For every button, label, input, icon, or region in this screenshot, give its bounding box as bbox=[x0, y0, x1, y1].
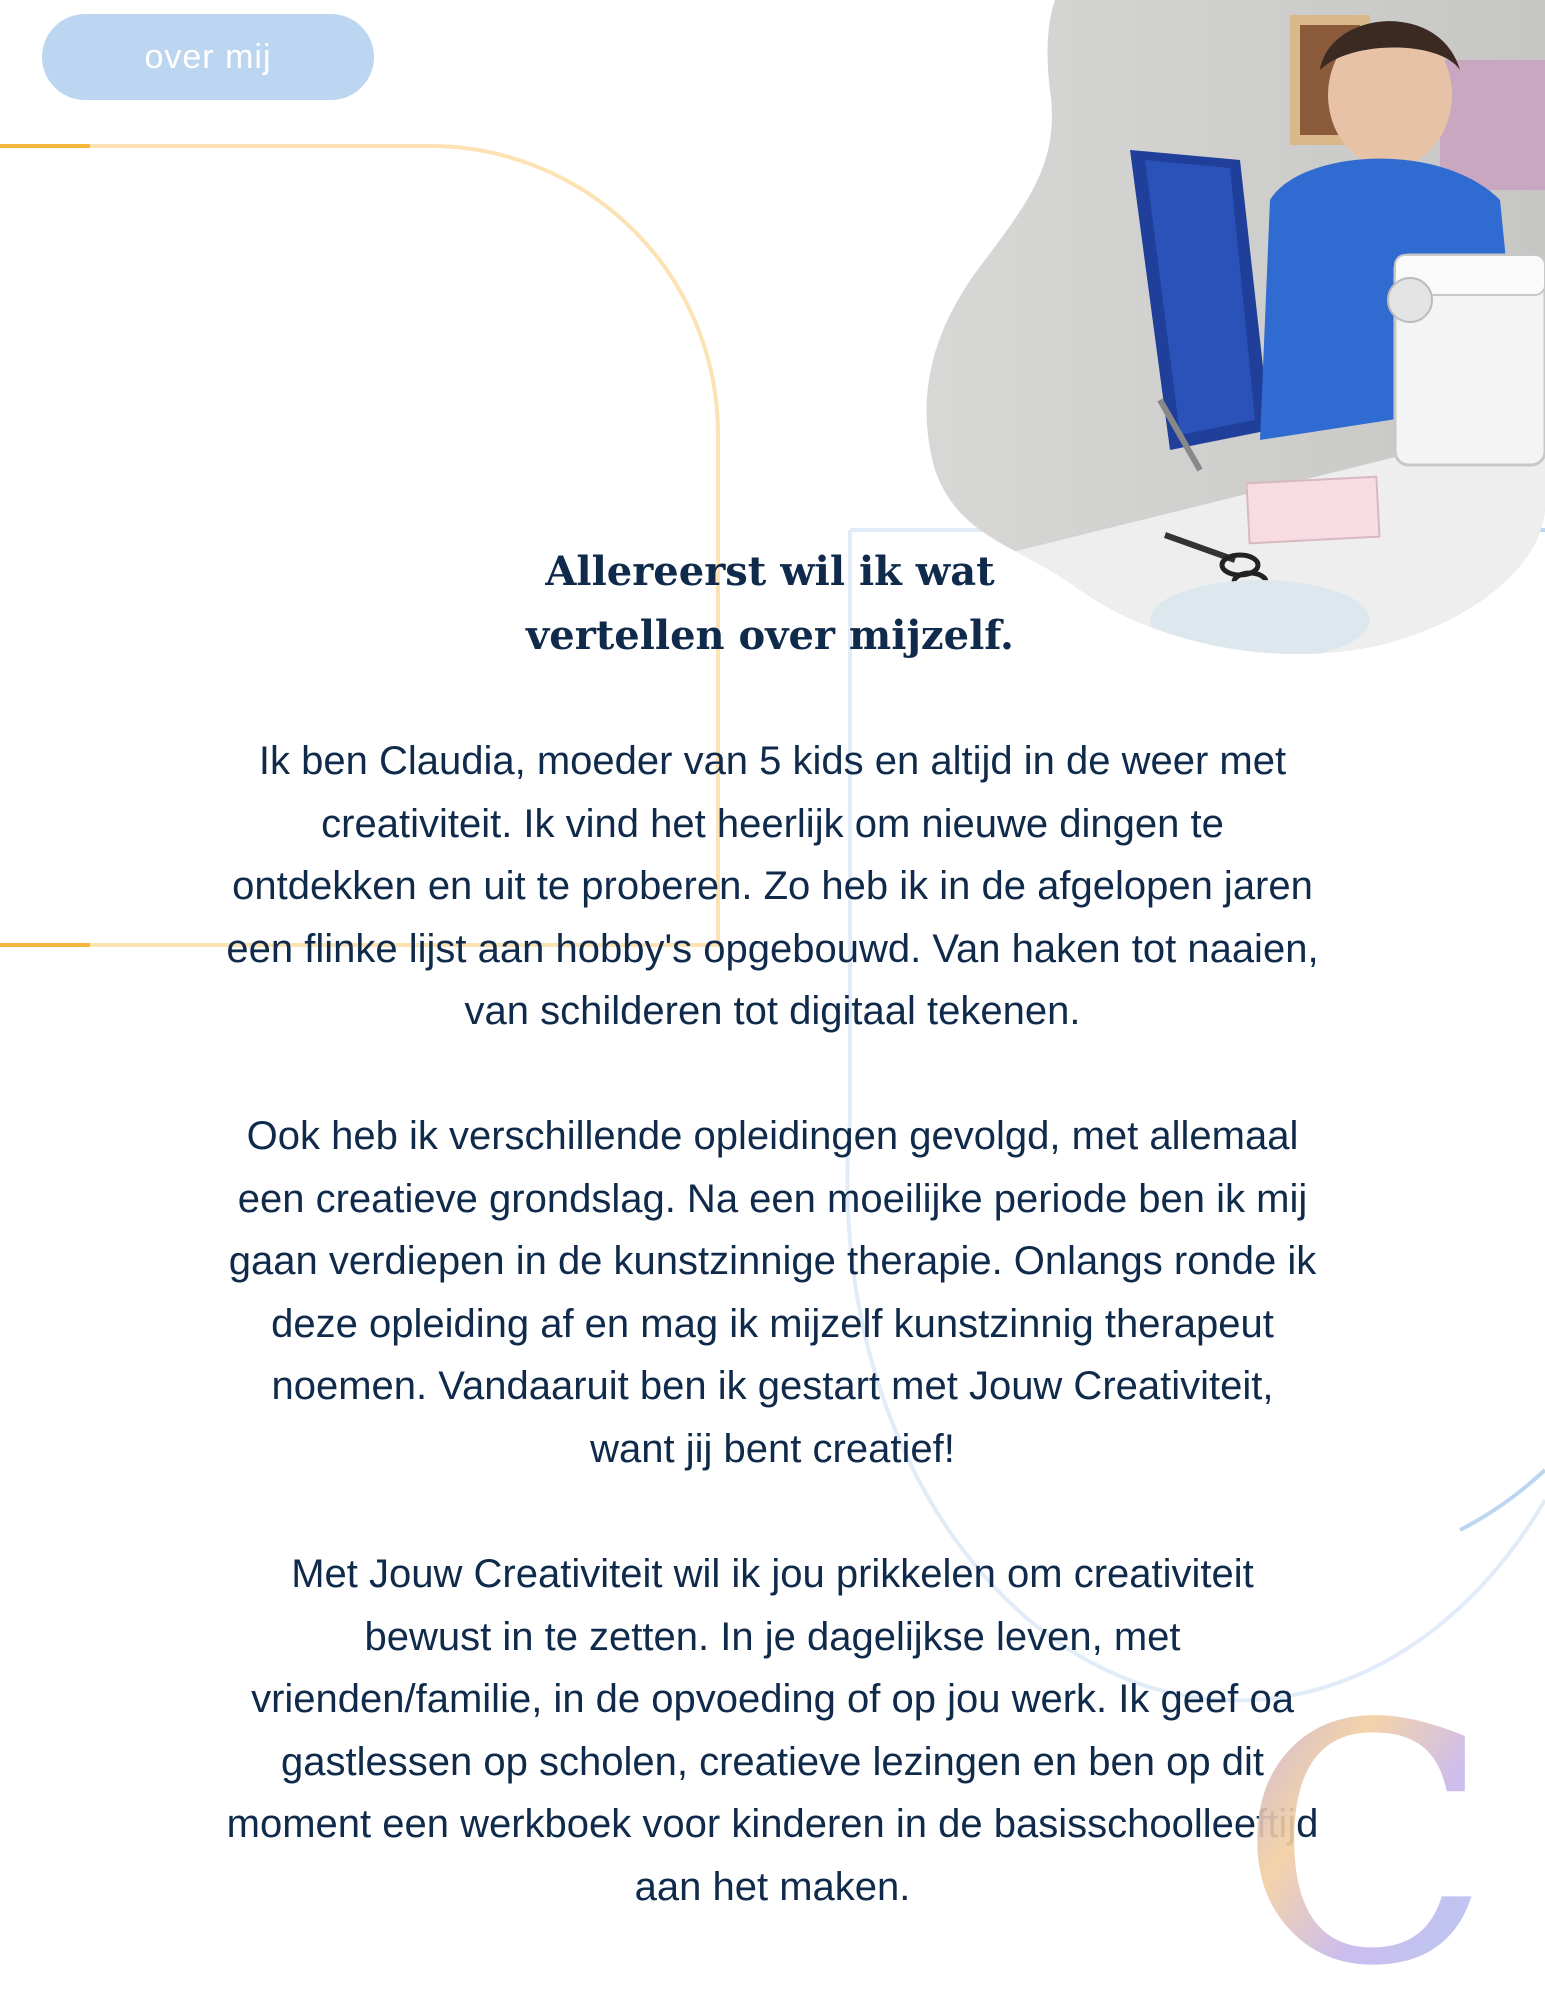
page-title bbox=[420, 540, 1120, 668]
text-line: noemen. Vandaaruit ben ik gestart met Jouw Creativiteit, bbox=[271, 1364, 1274, 1408]
paragraph-education bbox=[150, 1105, 1395, 1480]
text-line: een flinke lijst aan hobby's opgebouwd. Van haken tot naaien, bbox=[226, 926, 1319, 971]
notebook bbox=[1247, 477, 1380, 544]
text-line: een creatieve grondslag. Na een moeilijke periode ben ik mij bbox=[237, 1176, 1308, 1221]
text-line: Ook heb ik verschillende opleidingen gevolgd, met allemaal bbox=[246, 1114, 1299, 1158]
text-line: moment een werkboek voor kinderen in de basisschoolleeftijd bbox=[226, 1802, 1319, 1846]
paragraph-mission bbox=[150, 1543, 1395, 1918]
text-line: want jij bent creatief! bbox=[590, 1426, 955, 1471]
title-line: Allereerst wil ik wat bbox=[545, 548, 995, 595]
monogram-logo bbox=[1235, 1705, 1495, 1975]
text-line: vrienden/familie, in de opvoeding of op jou werk. Ik geef oa bbox=[251, 1677, 1294, 1721]
text-line: gastlessen op scholen, creatieve lezingen en ben op dit bbox=[281, 1739, 1264, 1784]
fabric bbox=[1150, 580, 1370, 660]
text-line: gaan verdiepen in de kunstzinnige therapie. Onlangs ronde ik bbox=[228, 1239, 1317, 1283]
text-line: van schilderen tot digitaal tekenen. bbox=[464, 989, 1081, 1033]
text-line: Met Jouw Creativiteit wil ik jou prikkelen om creativiteit bbox=[291, 1552, 1254, 1596]
paragraph-intro bbox=[150, 730, 1395, 1043]
over-mij-tag: over mij bbox=[42, 14, 374, 100]
text-line: aan het maken. bbox=[634, 1864, 911, 1909]
text-line: Ik ben Claudia, moeder van 5 kids en altijd in de weer met bbox=[258, 739, 1287, 783]
text-line: deze opleiding af en mag ik mijzelf kunstzinnig therapeut bbox=[271, 1301, 1274, 1346]
text-line: ontdekken en uit te proberen. Zo heb ik in de afgelopen jaren bbox=[232, 864, 1313, 908]
monogram-letter: C bbox=[1238, 1705, 1492, 1975]
title-line: vertellen over mijzelf. bbox=[526, 612, 1014, 659]
text-line: bewust in te zetten. In je dagelijkse leven, met bbox=[364, 1614, 1181, 1659]
text-line: creativiteit. Ik vind het heerlijk om nieuwe dingen te bbox=[321, 801, 1224, 846]
